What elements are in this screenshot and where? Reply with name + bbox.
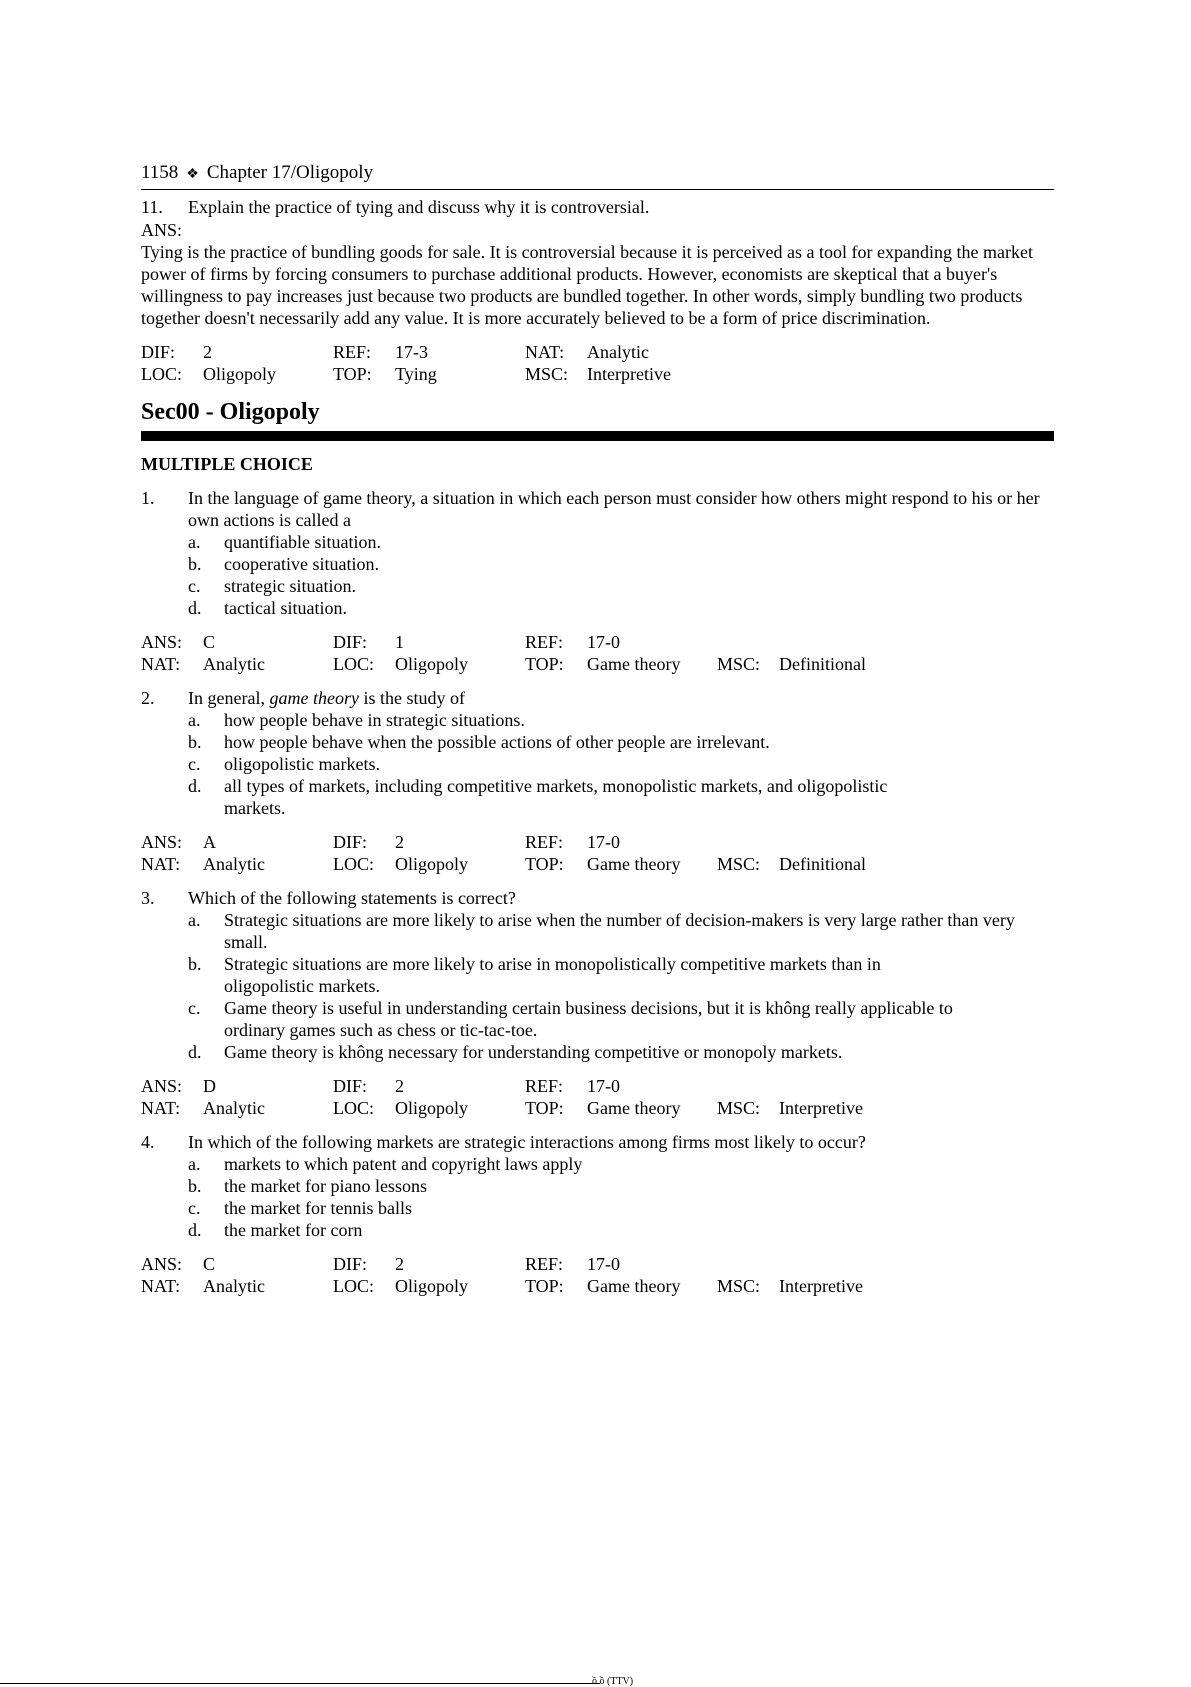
option-text: tactical situation.: [224, 598, 347, 618]
option-text: Strategic situations are more likely to arise in monopolistically competitive markets than in oligopolistic markets.: [224, 954, 881, 996]
mc-question: [141, 487, 1054, 675]
answer-option: [188, 553, 1054, 575]
question-text-italic: game theory: [269, 688, 359, 708]
answer-option: [188, 709, 1054, 731]
meta-key: ANS:: [141, 832, 183, 852]
meta-key: DIF:: [141, 342, 176, 362]
question-number: 11.: [141, 197, 163, 217]
option-text: the market for piano lessons: [224, 1176, 427, 1196]
meta-value: Oligopoly: [203, 364, 277, 384]
meta-key: MSC:: [717, 1276, 761, 1296]
essay-question: [141, 196, 1054, 385]
meta-value: Oligopoly: [395, 1098, 469, 1118]
option-letter: b.: [188, 554, 202, 574]
meta-value: Analytic: [203, 1098, 265, 1118]
meta-value: Definitional: [779, 654, 866, 674]
meta-value: 17-0: [587, 632, 620, 652]
chapter-title: Chapter 17/Oligopoly: [206, 162, 374, 183]
answer-option: [188, 597, 1054, 619]
option-text: Strategic situations are more likely to arise when the number of decision-makers is very large rather than very small.: [224, 910, 1015, 952]
option-letter: b.: [188, 732, 202, 752]
meta-key: TOP:: [525, 1098, 564, 1118]
answer-option: [188, 953, 1054, 997]
mc-question: [141, 687, 1054, 875]
meta-value: Interpretive: [587, 364, 671, 384]
meta-key: LOC:: [141, 364, 183, 384]
question-number: 3.: [141, 888, 155, 908]
meta-value: 2: [395, 1076, 404, 1096]
answer-option: [188, 1153, 1054, 1175]
meta-value: Analytic: [587, 342, 649, 362]
meta-value: 17-0: [587, 832, 620, 852]
meta-key: NAT:: [141, 1098, 181, 1118]
option-text: Game theory is useful in understanding certain business decisions, but it is không really applicable to ordinary games such as chess or tic-tac-toe.: [224, 998, 953, 1040]
meta-value: 2: [395, 1254, 404, 1274]
option-text: all types of markets, including competitive markets, monopolistic markets, and oligopolistic markets.: [224, 776, 888, 818]
document-page: [141, 161, 1054, 1297]
option-letter: a.: [188, 1154, 201, 1174]
meta-key: DIF:: [333, 832, 368, 852]
meta-key: TOP:: [333, 364, 372, 384]
meta-value: Interpretive: [779, 1276, 863, 1296]
meta-value: Game theory: [587, 1276, 681, 1296]
option-text: markets to which patent and copyright laws apply: [224, 1154, 583, 1174]
meta-value: Oligopoly: [395, 1276, 469, 1296]
option-letter: d.: [188, 598, 202, 618]
answer-label: ANS:: [141, 220, 183, 240]
option-text: Game theory is không necessary for understanding competitive or monopoly markets.: [224, 1042, 843, 1062]
option-letter: c.: [188, 1198, 201, 1218]
meta-key: LOC:: [333, 1098, 375, 1118]
section-title: Sec00 - Oligopoly: [141, 399, 320, 425]
meta-value: C: [203, 632, 216, 652]
meta-value: 17-0: [587, 1254, 620, 1274]
question-meta: [141, 341, 1054, 385]
meta-value: Definitional: [779, 854, 866, 874]
option-text: the market for tennis balls: [224, 1198, 412, 1218]
footer-rule: [0, 1683, 600, 1684]
meta-value: Interpretive: [779, 1098, 863, 1118]
meta-value: D: [203, 1076, 216, 1096]
meta-value: Oligopoly: [395, 854, 469, 874]
section-divider: [141, 431, 1054, 441]
meta-key: LOC:: [333, 654, 375, 674]
page-header: [141, 161, 1054, 190]
option-letter: a.: [188, 910, 201, 930]
question-text: In the language of game theory, a situation in which each person must consider how others might respond to his or her own actions is called a: [188, 488, 1040, 530]
question-text: Which of the following statements is correct?: [188, 888, 516, 908]
meta-key: MSC:: [525, 364, 569, 384]
meta-key: TOP:: [525, 854, 564, 874]
meta-key: ANS:: [141, 1076, 183, 1096]
diamond-separator-icon: ❖: [186, 167, 199, 182]
question-meta: [141, 1075, 1054, 1119]
option-letter: c.: [188, 576, 201, 596]
option-letter: d.: [188, 1220, 202, 1240]
answer-option: [188, 1175, 1054, 1197]
meta-key: DIF:: [333, 1254, 368, 1274]
footer-fragment: ồ ồ (TTV): [592, 1676, 634, 1687]
meta-key: NAT:: [525, 342, 565, 362]
option-text: cooperative situation.: [224, 554, 379, 574]
option-letter: a.: [188, 532, 201, 552]
answer-option: [188, 1197, 1054, 1219]
section-subtitle: MULTIPLE CHOICE: [141, 454, 313, 474]
meta-key: REF:: [525, 1254, 564, 1274]
meta-value: Oligopoly: [395, 654, 469, 674]
meta-key: DIF:: [333, 632, 368, 652]
meta-value: 1: [395, 632, 404, 652]
meta-value: 17-3: [395, 342, 428, 362]
meta-value: Tying: [395, 364, 437, 384]
question-number: 4.: [141, 1132, 155, 1152]
meta-value: Analytic: [203, 854, 265, 874]
meta-key: NAT:: [141, 854, 181, 874]
meta-value: Analytic: [203, 654, 265, 674]
meta-key: REF:: [525, 1076, 564, 1096]
meta-value: A: [203, 832, 216, 852]
option-letter: c.: [188, 998, 201, 1018]
meta-key: REF:: [525, 832, 564, 852]
answer-option: [188, 531, 1054, 553]
option-letter: d.: [188, 776, 202, 796]
meta-key: DIF:: [333, 1076, 368, 1096]
question-number: 1.: [141, 488, 155, 508]
answer-option: [188, 731, 1054, 753]
question-text-part: is the study of: [358, 688, 465, 708]
option-letter: c.: [188, 754, 201, 774]
answer-option: [188, 575, 1054, 597]
meta-key: ANS:: [141, 632, 183, 652]
page-number: 1158: [141, 162, 179, 183]
option-text: quantifiable situation.: [224, 532, 381, 552]
meta-value: Game theory: [587, 1098, 681, 1118]
meta-value: Analytic: [203, 1276, 265, 1296]
answer-text: Tying is the practice of bundling goods for sale. It is controversial because it is perceived as a tool for expanding the market power of firms by forcing consumers to purchase additional products. However, economists are skeptical that a buyer's willingness to pay increases just because two products are bundled together. In other words, simply bundling two products together doesn't necessarily add any value. It is more accurately believed to be a form of price discrimination.: [141, 242, 1033, 328]
option-letter: b.: [188, 1176, 202, 1196]
question-meta: [141, 1253, 1054, 1297]
option-letter: a.: [188, 710, 201, 730]
meta-value: 2: [203, 342, 212, 362]
meta-key: LOC:: [333, 1276, 375, 1296]
question-text-part: In general,: [188, 688, 270, 708]
question-meta: [141, 631, 1054, 675]
question-text: In which of the following markets are strategic interactions among firms most likely to occur?: [188, 1132, 866, 1152]
question-text: Explain the practice of tying and discuss why it is controversial.: [188, 197, 650, 217]
meta-key: REF:: [333, 342, 372, 362]
option-text: strategic situation.: [224, 576, 356, 596]
meta-key: TOP:: [525, 1276, 564, 1296]
meta-key: ANS:: [141, 1254, 183, 1274]
meta-value: Game theory: [587, 654, 681, 674]
answer-option: [188, 909, 1054, 953]
meta-key: MSC:: [717, 1098, 761, 1118]
option-letter: d.: [188, 1042, 202, 1062]
meta-key: MSC:: [717, 654, 761, 674]
answer-option: [188, 997, 1054, 1041]
question-text: [188, 687, 1054, 709]
mc-question: [141, 1131, 1054, 1297]
answer-option: [188, 1219, 1054, 1241]
meta-key: NAT:: [141, 654, 181, 674]
answer-option: [188, 775, 1054, 819]
question-meta: [141, 831, 1054, 875]
option-text: the market for corn: [224, 1220, 363, 1240]
option-text: oligopolistic markets.: [224, 754, 380, 774]
meta-key: REF:: [525, 632, 564, 652]
meta-value: C: [203, 1254, 216, 1274]
option-text: how people behave in strategic situations.: [224, 710, 525, 730]
meta-key: NAT:: [141, 1276, 181, 1296]
question-number: 2.: [141, 688, 155, 708]
answer-option: [188, 1041, 1054, 1063]
answer-option: [188, 753, 1054, 775]
meta-key: LOC:: [333, 854, 375, 874]
meta-value: 17-0: [587, 1076, 620, 1096]
mc-question: [141, 887, 1054, 1119]
option-letter: b.: [188, 954, 202, 974]
option-text: how people behave when the possible actions of other people are irrelevant.: [224, 732, 770, 752]
meta-key: TOP:: [525, 654, 564, 674]
meta-value: 2: [395, 832, 404, 852]
meta-key: MSC:: [717, 854, 761, 874]
meta-value: Game theory: [587, 854, 681, 874]
